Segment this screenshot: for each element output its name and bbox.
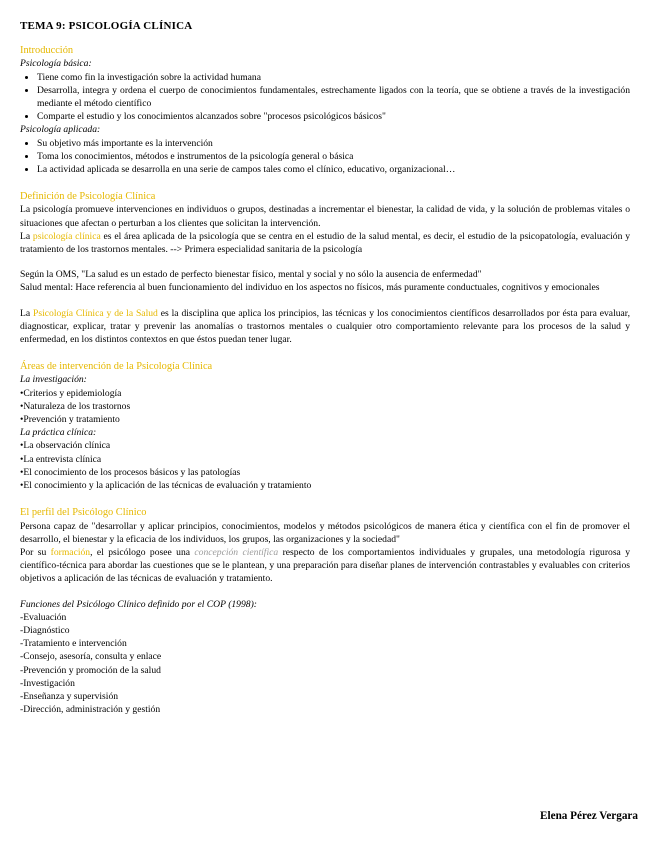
- list-item: • Su objetivo más importante es la intervención: [37, 137, 630, 150]
- list-item: •Prevención y tratamiento: [20, 414, 120, 426]
- applied-psychology-list: [20, 137, 630, 177]
- list-item: -Tratamiento e intervención: [20, 638, 127, 650]
- list-item: -Dirección, administración y gestión: [20, 704, 161, 716]
- highlight-training: formación: [50, 546, 91, 558]
- list-item: • Desarrolla, integra y ordena el cuerpo de conocimientos fundamentales, estrechamente ligados con la teoría, que se obtiene a través de la investigación mediante el método científico: [37, 84, 630, 110]
- areas-heading: Áreas de intervención de la Psicología Clínica: [20, 361, 213, 373]
- list-item: -Enseñanza y supervisión: [20, 690, 119, 702]
- text-run: La: [20, 230, 33, 242]
- text-run: es el área aplicada de la psicología que se centra en el estudio de la salud mental, es decir, el estudio de la psicopatología, evaluación y tratamiento de los trastornos mentales. --> Primera especialidad sanitaria de la psicología: [20, 230, 630, 256]
- functions-label: Funciones del Psicólogo Clínico definido por el COP (1998):: [20, 598, 257, 610]
- text-run: La: [20, 307, 34, 319]
- text-run: Por su: [20, 546, 51, 558]
- list-item: -Investigación: [20, 677, 75, 689]
- list-item: -Evaluación: [20, 611, 67, 623]
- intro-heading: Introducción: [20, 45, 74, 57]
- definition-paragraph-2: [20, 230, 630, 256]
- grey-scientific-conception: concepción científica: [194, 546, 279, 558]
- text-run: , el psicólogo posee una: [90, 546, 195, 558]
- author-name: Elena Pérez Vergara: [540, 810, 638, 822]
- text-run: es la disciplina que aplica los principios, las técnicas y los conocimientos científicos desarrollados por ésta para evaluar, diagnosticar, explicar, tratar y prevenir las anomalías o trastornos mentales o cualquier otro comportamiento relevante para los procesos de la salud y enfermedad, en los distintos contextos en que éstos puedan tener lugar.: [20, 307, 630, 346]
- list-item: -Diagnóstico: [20, 624, 70, 636]
- highlight-clinical-health-psychology: Psicología Clínica y de la Salud: [33, 307, 158, 319]
- definition-paragraph-1: La psicología promueve intervenciones en individuos o grupos, destinadas a incrementar el bienestar, la calidad de vida, y la solución de problemas vitales o situaciones que afectan o perturban a los clientes que solicitan la intervención.: [20, 204, 630, 229]
- list-item: • Comparte el estudio y los conocimientos alcanzados sobre "procesos psicológicos básicos": [37, 110, 630, 123]
- list-item: •Naturaleza de los trastornos: [20, 400, 131, 412]
- list-item: •Criterios y epidemiología: [20, 387, 122, 399]
- list-item: •La entrevista clínica: [20, 453, 102, 465]
- basic-psychology-list: [20, 71, 630, 124]
- list-item: • Tiene como fin la investigación sobre la actividad humana: [37, 71, 630, 84]
- practice-label: La práctica clínica:: [20, 427, 97, 439]
- profile-heading: El perfil del Psicólogo Clínico: [20, 507, 147, 519]
- definition-paragraph-4: [20, 307, 630, 347]
- definition-heading: Definición de Psicología Clínica: [20, 191, 156, 203]
- list-item: •El conocimiento de los procesos básicos y las patologías: [20, 466, 241, 478]
- who-definition: Según la OMS, "La salud es un estado de perfecto bienestar físico, mental y social y no sólo la ausencia de enfermedad": [20, 269, 482, 281]
- list-item: -Consejo, asesoría, consulta y enlace: [20, 651, 162, 663]
- profile-paragraph-1: Persona capaz de "desarrollar y aplicar principios, conocimientos, modelos y métodos psicológicos de manera ética y científica con el fin de promover el desarrollo, el bienestar y la eficacia de los individuos, los grupos, las organizaciones y la sociedad": [20, 520, 630, 545]
- text-run: respecto de los comportamientos individuales y grupales, una metodología rigurosa y científico-técnica para abordar las cuestiones que se le plantean, y una preparación para diseñar planes de intervención contrastables y evaluables con criterios objetivos a aplicación de las técnicas de evaluación y tratamiento.: [20, 546, 631, 585]
- document-page: [20, 20, 630, 716]
- list-item: •La observación clínica: [20, 440, 111, 452]
- list-item: -Prevención y promoción de la salud: [20, 664, 161, 676]
- document-title: TEMA 9: PSICOLOGÍA CLÍNICA: [20, 20, 193, 32]
- mental-health-definition: Salud mental: Hace referencia al buen funcionamiento del individuo en los aspectos no físicos, más puramente conductuales, cognitivos y emocionales: [20, 282, 600, 294]
- list-item: • Toma los conocimientos, métodos e instrumentos de la psicología general o básica: [37, 150, 630, 163]
- basic-psychology-label: Psicología básica:: [20, 58, 92, 70]
- list-item: • La actividad aplicada se desarrolla en una serie de campos tales como el clínico, educativo, organizacional…: [37, 163, 630, 176]
- highlight-clinical-psychology: psicología clínica: [32, 230, 101, 242]
- applied-psychology-label: Psicología aplicada:: [20, 124, 101, 136]
- research-label: La investigación:: [20, 374, 87, 386]
- profile-paragraph-2: [20, 546, 630, 586]
- list-item: •El conocimiento y la aplicación de las técnicas de evaluación y tratamiento: [20, 480, 312, 492]
